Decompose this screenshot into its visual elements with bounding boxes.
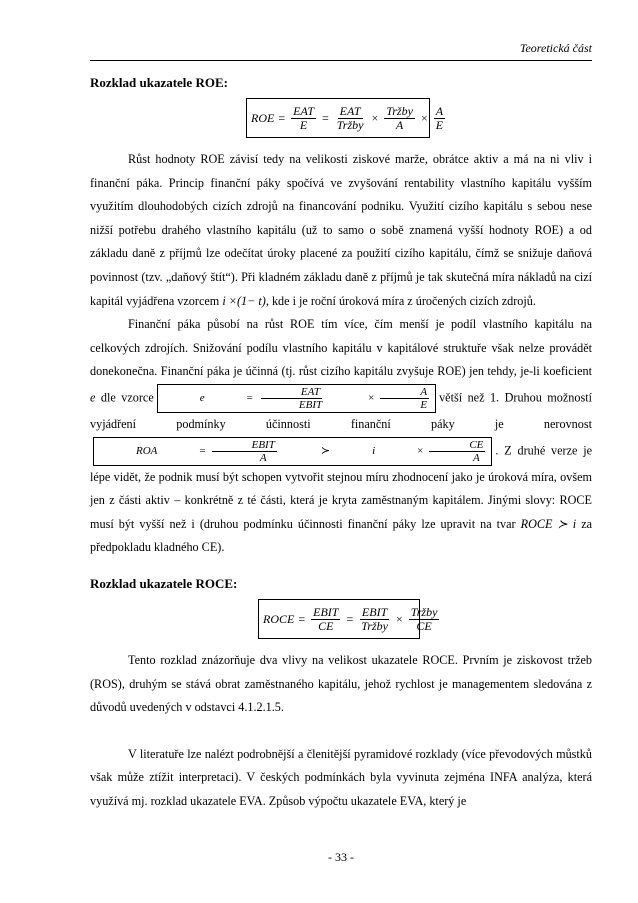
fraction-a-e: $\frac{A}{E}$ [435,103,444,132]
fraction-eat-e: $\frac{\text{EAT}}{E}$ [293,103,314,132]
fraction-eat-trzby: $\frac{\text{EAT}}{\text{Tržby}}$ [336,103,364,132]
times-sign: × [395,611,403,626]
equals-sign: = [278,110,286,125]
times-sign: × [371,110,379,125]
cost-of-debt-formula: i ×(1− t) [222,293,266,308]
section-heading-roe: Rozklad ukazatele ROE: [90,75,228,90]
fraction-ebit-ce: $\frac{\text{EBIT}}{CE}$ [313,604,339,633]
paragraph-leverage-condition: Finanční páka působí na růst ROE tím více, čím menší je podíl vlastního kapitálu na celkových zdrojích. Snižování podílu vlastního kapitálu v kapitálové struktuře však nelze provádět donekonečna. Finanční páka je účinná (tj. růst cizího kapitálu zvyšuje ROE) jen tehdy, je-li koeficient e dle vzorce e = $\frac{\text{EAT}}{\text{EBIT}}$ × $\frac{A}{E}$ větší než 1. Druhou možností vyjádření podmínky účinnosti finanční páky je nerovnost ROA = $\frac{\text{EBIT}}{A}$ ≻ i × $\frac{CE}{A}$ . Z druhé verze je lépe vidět, že podnik musí být schopen vytvořit stejnou míru zhodnocení jako je úroková míra, ovšem jen z části aktiv – konkrétně z té části, která je kryta zaměstnaným kapitálem. Jinými slovy: ROCE musí být vyšší než i (druhou podmínku účinnosti finanční páky lze upravit na tvar ROCE ≻ i za předpokladu kladného CE). [90,317,593,555]
roce-condition-formula: ROCE ≻ i [520,516,577,531]
paragraph-roce-decomposition: Tento rozklad znázorňuje dva vlivy na velikost ukazatele ROCE. Prvním je ziskovost tržeb (ROS), druhým se stává obrat zaměstnaného kapitálu, jehož rychlost je managementem sledována z důvodů uvedených v odstavci 4.1.2.1.5. [90,653,592,715]
running-header: Teoretická část [519,41,592,55]
fraction-trzby-a: $\frac{\text{Tržby}}{A}$ [386,103,413,132]
equals-sign: = [322,110,329,125]
roe-lhs: ROE [251,110,275,125]
section-heading-roce: Rozklad ukazatele ROCE: [90,576,238,591]
roce-lhs: ROCE [263,611,295,626]
page-number: - 33 - [328,850,354,864]
roce-text-block [90,649,592,814]
times-sign: × [420,110,428,125]
roce-formula-box [258,599,438,639]
leverage-coefficient-formula: e = $\frac{\text{EAT}}{\text{EBIT}}$ × $\frac{A}{E}$ [157,384,436,413]
roe-text-block [90,148,592,560]
paragraph-financial-leverage-principle: Růst hodnoty ROE závisí tedy na velikosti ziskové marže, obrátce aktiv a má na ni vliv i finanční páka. Princip finanční páky spočívá ve zvyšování rentability vlastního kapitálu vyšším využitím dlouhodobých cizích zdrojů na financování podniku. Využití cizího kapitálu s sebou nese nižší potřebu drahého vlastního kapitálu (už to samo o sobě znamená vyšší hodnoty ROE) a od základu daně z příjmů lze odečítat úroky placené za použití cizího kapitálu, čímž se snižuje daňová povinnost (tzv. „daňový štít“). Při kladném základu daně z příjmů je tak skutečná míra nákladů na cizí kapitál vyjádřena vzorcem i ×(1− t), kde i je roční úroková míra z úročených cizích zdrojů. [90,152,592,308]
roe-formula-box [246,98,444,138]
paragraph-pyramid-decompositions: V literatuře lze nalézt podrobnější a členitější pyramidové rozklady (více převodových můstků však může ztížit interpretaci). V českých podmínkách byla vyvinuta zejména INFA analýza, která využívá mj. rozklad ukazatele EVA. Způsob výpočtu ukazatele EVA, který je [90,746,592,808]
fraction-ebit-trzby: $\frac{\text{EBIT}}{\text{Tržby}}$ [361,604,388,633]
fraction-trzby-ce: $\frac{\text{Tržby}}{CE}$ [410,604,438,633]
equals-sign: = [298,611,306,626]
header-rule [90,60,592,61]
equals-sign: = [346,611,354,626]
roa-inequality-formula: ROA = $\frac{\text{EBIT}}{A}$ ≻ i × $\frac{CE}{A}$ [93,437,492,466]
